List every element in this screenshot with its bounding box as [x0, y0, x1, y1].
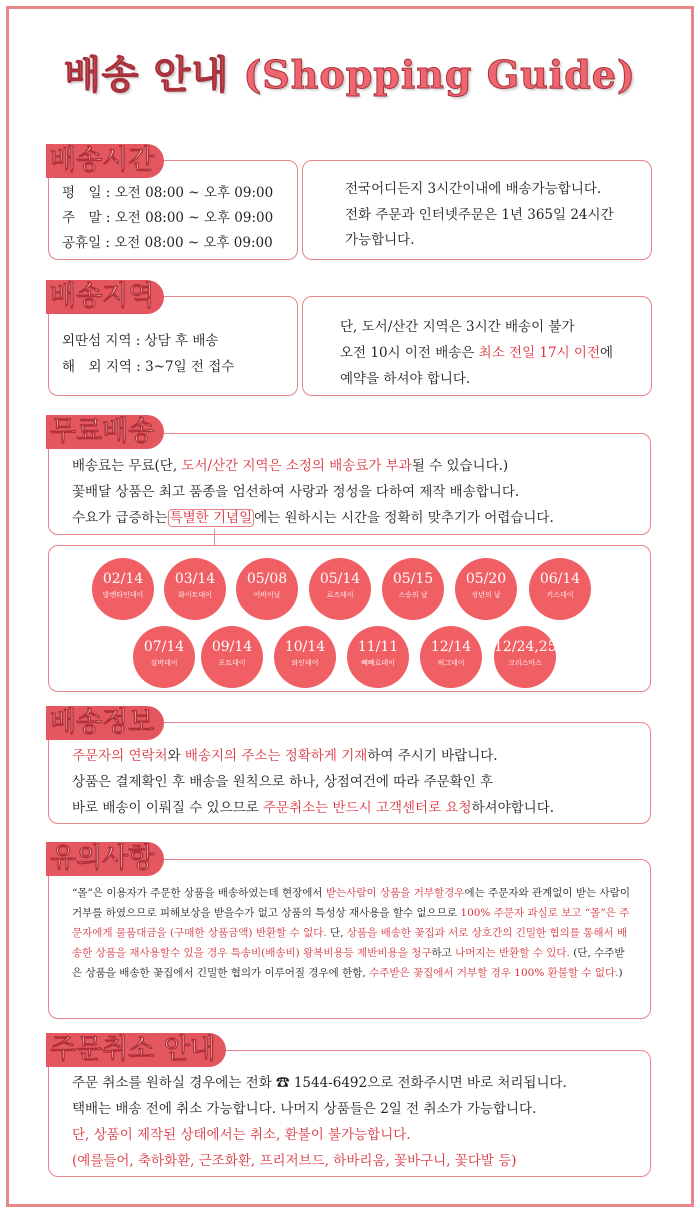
special-day-circle	[382, 558, 444, 620]
special-day-circle	[529, 558, 591, 620]
special-day-circle	[133, 626, 195, 688]
delivery-info-line: 상품은 결제확인 후 배송을 원칙으로 하나, 상점여건에 따라 주문확인 후	[72, 774, 494, 790]
special-day-date: 02/14	[102, 571, 144, 587]
special-day-circle	[164, 558, 226, 620]
special-day-name: 로즈데이	[326, 591, 354, 599]
cancel-line: (예를들어, 축하화환, 근조화환, 프리저브드, 하바리움, 꽃바구니, 꽃다발 등)	[72, 1153, 517, 1169]
delivery-time-info-line: 전국어디든지 3시간이내에 배송가능합니다.	[345, 181, 602, 197]
cancel-line: 주문 취소를 원하실 경우에는 전화 ☎ 1544-6492으로 전화주시면 바로 처리됩니다.	[72, 1075, 567, 1091]
delivery-info-line: 주문자의 연락처와 배송지의 주소는 정확하게 기재하여 주시기 바랍니다.	[72, 748, 498, 764]
special-day-name: 발렌타인데이	[102, 591, 144, 599]
special-day-date: 07/14	[143, 639, 185, 655]
special-day-date: 03/14	[174, 571, 216, 587]
special-day-date: 05/08	[246, 571, 288, 587]
telephone-icon: ☎	[276, 1075, 290, 1091]
special-day-date: 05/20	[465, 571, 507, 587]
special-day-name: 허그데이	[437, 659, 465, 667]
special-day-circle	[309, 558, 371, 620]
special-day-date: 05/15	[392, 571, 434, 587]
special-day-name: 빼빼로데이	[361, 659, 395, 667]
special-day-name: 어버이날	[253, 591, 281, 599]
special-day-name: 화이트데이	[178, 591, 212, 599]
delivery-info-line: 바로 배송이 이뤄질 수 있으므로 주문취소는 반드시 고객센터로 요청하셔야합니다.	[72, 800, 555, 816]
special-day-circle	[201, 626, 263, 688]
section-heading-delivery-area: 배송지역	[46, 280, 164, 314]
area-row: 해 외 지역 : 3~7일 전 접수	[62, 359, 235, 375]
page-title: 배송 안내 (Shopping Guide)	[64, 52, 636, 97]
cancel-line: 단, 상품이 제작된 상태에서는 취소, 환불이 불가능합니다.	[72, 1127, 411, 1143]
delivery-time-info-line: 가능합니다.	[345, 232, 415, 248]
cancel-line: 택배는 배송 전에 취소 가능합니다. 나머지 상품들은 2일 전 취소가 가능합니다.	[72, 1101, 537, 1117]
free-delivery-line: 꽃배달 상품은 최고 품종을 엄선하여 사랑과 정성을 다하여 제작 배송합니다.	[72, 484, 520, 500]
special-day-circle	[347, 626, 409, 688]
section-heading-caution: 유의사항	[46, 842, 164, 876]
special-day-circle	[420, 626, 482, 688]
special-day-name: 스승의 날	[398, 591, 428, 599]
special-day-circle	[236, 558, 298, 620]
section-heading-free-delivery: 무료배송	[46, 415, 164, 449]
area-info-line: 오전 10시 이전 배송은 최소 전일 17시 이전에	[340, 345, 614, 361]
special-day-circle	[274, 626, 336, 688]
special-day-name: 실버데이	[150, 659, 178, 667]
area-info-line: 예약을 하셔야 합니다.	[340, 371, 471, 387]
special-day-name: 와인데이	[291, 659, 319, 667]
section-heading-delivery-time: 배송시간	[46, 144, 164, 178]
special-day-name: 크리스마스	[508, 659, 542, 667]
caution-text: “몰”은 이용자가 주문한 상품을 배송하였는데 현장에서 받는사람이 상품을 거부할경우에는 주문자와 관계없이 받는 사람이 거부를 하였으므로 피해보상을 받을수가 없고 상품의 특성상 재사용을 할수 없으므로 100% 주문자 과실로 보고 “몰”은 주문자에게 물품대금을 (구매한 상품금액) 반환할 수 없다. 단, 상품을 배송한 꽃집과 서로 상호간의 긴밀한 협의를 통해서 배송한 상품을 재사용할수 있을 경우 특송비(배송비) 왕복비용등 제반비용을 청구하고 나머지는 반환할 수 있다. (단, 수주받은 상품을 배송한 꽃집에서 긴밀한 협의가 이루어질 경우에 한함, 수주받은 꽃집에서 거부할 경우 100% 환불할 수 없다.)	[72, 887, 630, 979]
special-day-name: 키스데이	[546, 591, 574, 599]
special-day-circle	[92, 558, 154, 620]
special-day-date: 11/11	[357, 639, 399, 655]
special-day-date: 12/14	[430, 639, 472, 655]
section-heading-delivery-info: 배송정보	[46, 706, 164, 740]
delivery-time-info-line: 전화 주문과 인터넷주문은 1년 365일 24시간	[345, 207, 614, 223]
area-info-line: 단, 도서/산간 지역은 3시간 배송이 불가	[340, 319, 575, 335]
special-day-circle	[494, 626, 556, 688]
free-delivery-line: 배송료는 무료(단, 도서/산간 지역은 소정의 배송료가 부과될 수 있습니다.)	[72, 458, 509, 474]
schedule-row: 공휴일 : 오전 08:00 ~ 오후 09:00	[62, 235, 273, 251]
special-day-name: 성년의 날	[471, 591, 501, 599]
special-day-date: 05/14	[319, 571, 361, 587]
schedule-row: 평 일 : 오전 08:00 ~ 오후 09:00	[62, 185, 274, 201]
area-row: 외딴섬 지역 : 상담 후 배송	[62, 333, 219, 349]
free-delivery-line: 수요가 급증하는 특별한 기념일 에는 원하시는 시간을 정확히 맞추기가 어렵습니다.	[72, 510, 554, 526]
special-day-circle	[455, 558, 517, 620]
special-day-date: 10/14	[284, 639, 326, 655]
special-day-date: 09/14	[211, 639, 253, 655]
special-day-name: 포토데이	[218, 659, 246, 667]
section-heading-cancel: 주문취소 안내	[46, 1033, 226, 1067]
special-day-date: 06/14	[539, 571, 581, 587]
special-day-date: 12/24,25	[494, 639, 557, 655]
schedule-row: 주 말 : 오전 08:00 ~ 오후 09:00	[62, 210, 274, 226]
